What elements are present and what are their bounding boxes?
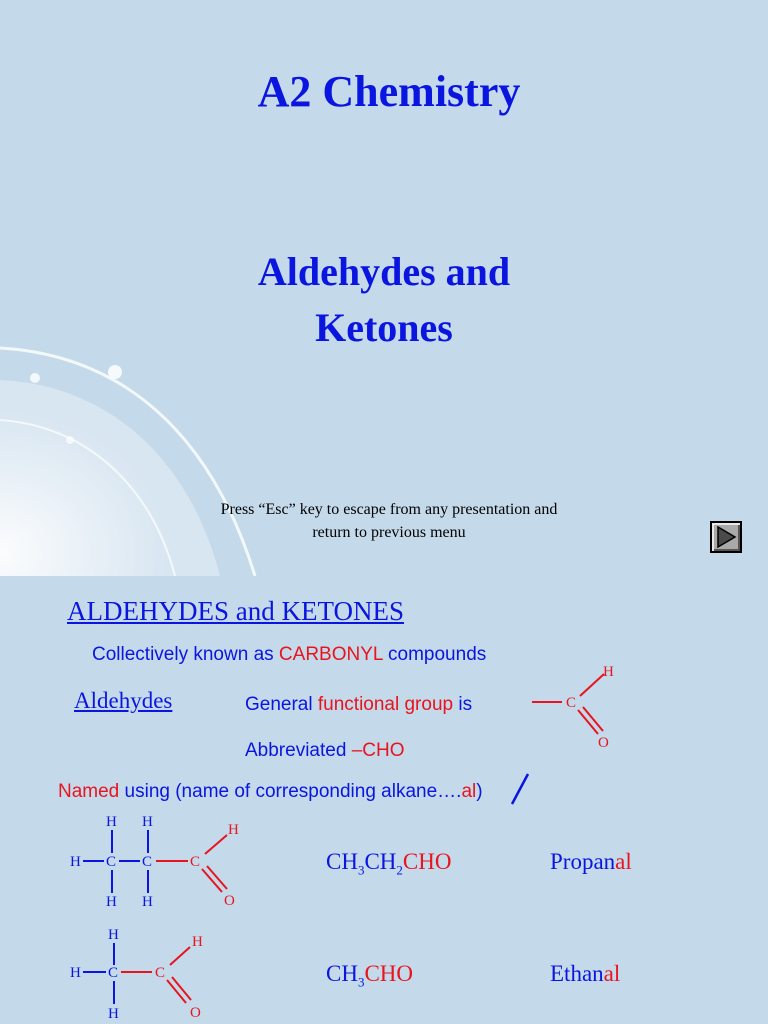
- abbrev-highlight: –CHO: [351, 740, 405, 761]
- general-prefix: General: [245, 694, 318, 715]
- formula-subscript: 2: [396, 862, 403, 878]
- propanal-h-top-2: H: [142, 814, 153, 830]
- page-subtitle: [0, 244, 768, 356]
- structural-diagrams: [0, 576, 768, 1024]
- formula-subscript: 3: [357, 862, 365, 878]
- ethanal-formula: [326, 961, 413, 991]
- formula-part: CH: [326, 849, 358, 874]
- propanal-h-left: H: [70, 854, 81, 870]
- propanal-structure: [70, 814, 239, 910]
- propanal-h-bottom-2: H: [142, 894, 153, 910]
- ethanal-structure: [70, 927, 203, 1022]
- formula-cho: CHO: [402, 849, 452, 874]
- named-suffix-al: al: [461, 781, 477, 802]
- subtitle-line-1: Aldehydes and: [257, 249, 511, 294]
- aldehydes-slide: [0, 576, 768, 1024]
- aldehydes-label: Aldehydes: [74, 688, 173, 713]
- named-highlight: Named: [58, 781, 120, 802]
- fg-oxygen: O: [598, 735, 609, 751]
- name-base: Propan: [550, 849, 616, 874]
- subtitle-line-2: Ketones: [315, 305, 453, 350]
- ethanal-h-bottom: H: [108, 1006, 119, 1022]
- ethanal-name: [550, 961, 620, 987]
- slash-mark: [512, 774, 528, 804]
- carbonyl-suffix: compounds: [382, 644, 487, 665]
- named-close: ): [476, 781, 483, 802]
- named-middle: using (name of corresponding alkane….: [119, 781, 462, 802]
- ethanal-h-left: H: [70, 965, 81, 981]
- abbrev-prefix: Abbreviated: [245, 740, 352, 761]
- ethanal-h-ald: H: [192, 934, 203, 950]
- propanal-h-ald: H: [228, 822, 239, 838]
- carbonyl-prefix: Collectively known as: [92, 644, 279, 665]
- instructions-line-2: return to previous menu: [312, 524, 466, 541]
- formula-subscript: 3: [357, 974, 365, 990]
- name-base: Ethan: [550, 961, 604, 986]
- play-triangle-icon: [712, 523, 740, 551]
- ethanal-h-top: H: [108, 927, 119, 943]
- ethanal-c-1: C: [108, 965, 119, 981]
- name-suffix: al: [603, 961, 621, 986]
- carbonyl-highlight: CARBONYL: [278, 644, 383, 665]
- propanal-formula: [326, 849, 451, 879]
- formula-part: CH: [364, 849, 397, 874]
- general-suffix: is: [453, 694, 473, 715]
- ethanal-c-2: C: [155, 965, 166, 981]
- next-slide-button[interactable]: [710, 521, 742, 553]
- formula-cho: CHO: [364, 961, 414, 986]
- slide-heading: ALDEHYDES and KETONES: [67, 596, 404, 626]
- propanal-h-bottom-1: H: [106, 894, 117, 910]
- propanal-c-2: C: [142, 854, 153, 870]
- formula-part: CH: [326, 961, 358, 986]
- page-title: A2 Chemistry: [257, 67, 521, 116]
- fg-carbon: C: [566, 695, 577, 711]
- ethanal-oxygen: O: [190, 1005, 201, 1021]
- name-suffix: al: [615, 849, 632, 874]
- fg-hydrogen: H: [603, 664, 614, 680]
- functional-group-structure: [532, 664, 614, 751]
- propanal-h-top-1: H: [106, 814, 117, 830]
- propanal-c-1: C: [106, 854, 117, 870]
- general-highlight: functional group: [317, 694, 454, 715]
- propanal-name: [550, 849, 632, 875]
- propanal-c-3: C: [190, 854, 201, 870]
- propanal-oxygen: O: [224, 893, 235, 909]
- instructions-line-1: Press “Esc” key to escape from any presentation and: [220, 501, 558, 518]
- escape-instructions: [160, 498, 618, 544]
